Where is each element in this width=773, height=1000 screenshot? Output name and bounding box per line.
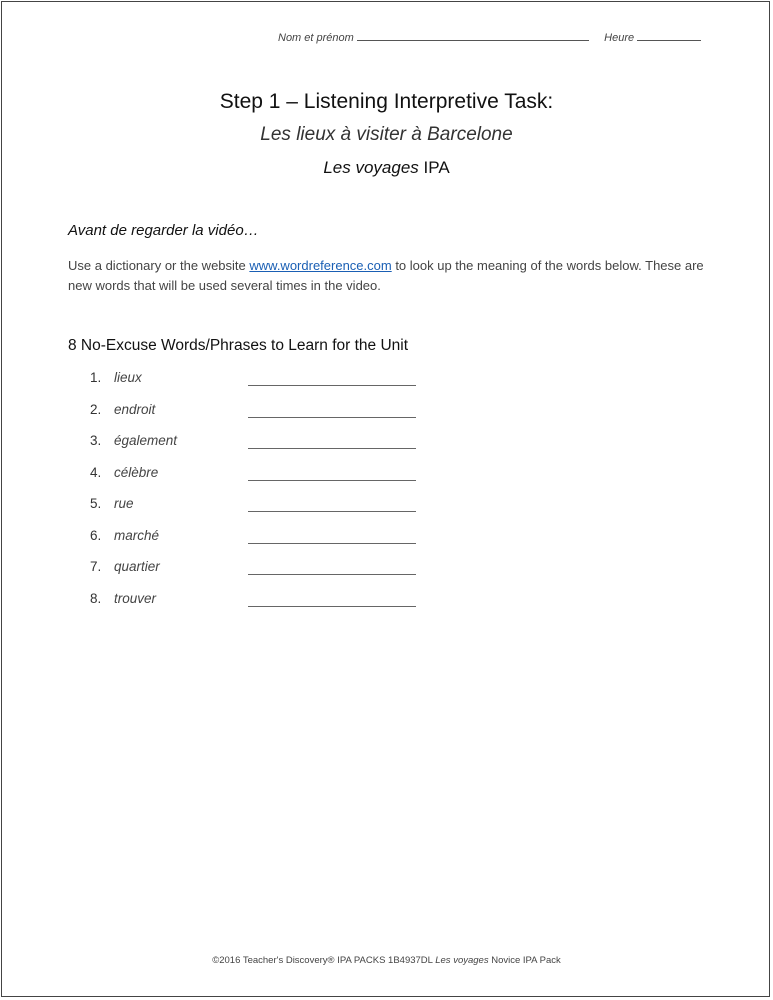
vocab-list (68, 368, 468, 620)
item-number: 3. (90, 433, 102, 448)
footer-italic: Les voyages (435, 955, 489, 966)
item-number: 7. (90, 559, 102, 574)
before-video-heading: Avant de regarder la vidéo… (68, 222, 259, 239)
item-word: également (114, 433, 178, 448)
answer-blank[interactable] (248, 385, 416, 386)
time-blank[interactable] (637, 30, 701, 41)
item-word: rue (114, 496, 134, 511)
time-label: Heure (604, 32, 635, 44)
item-word: trouver (114, 590, 157, 606)
student-info-header (278, 30, 701, 44)
answer-blank[interactable] (248, 511, 416, 512)
item-word: célèbre (114, 464, 159, 480)
ipa-title-italic: Les voyages (323, 158, 419, 177)
item-word: quartier (114, 559, 160, 574)
list-item (68, 589, 468, 621)
list-item (68, 557, 468, 589)
item-number: 5. (90, 496, 102, 511)
list-item (68, 431, 468, 463)
list-item (68, 526, 468, 558)
item-word: lieux (114, 370, 142, 385)
list-item (68, 400, 468, 432)
footer-before: ©2016 Teacher's Discovery® IPA PACKS 1B4937DL (212, 955, 436, 966)
page-subtitle: Les lieux à visiter à Barcelone (260, 124, 513, 145)
page-title: Step 1 – Listening Interpretive Task: (219, 90, 554, 113)
name-label: Nom et prénom (278, 32, 354, 44)
item-number: 2. (90, 401, 102, 417)
item-number: 6. (90, 527, 102, 543)
vocab-heading: 8 No-Excuse Words/Phrases to Learn for the Unit (68, 337, 409, 354)
answer-blank[interactable] (248, 543, 416, 544)
list-item (68, 368, 468, 400)
item-number: 8. (90, 590, 102, 606)
item-number: 4. (90, 464, 102, 480)
footer (0, 955, 773, 966)
footer-after: Novice IPA Pack (488, 955, 561, 966)
list-item (68, 494, 468, 526)
item-word: endroit (114, 401, 156, 417)
answer-blank[interactable] (248, 574, 416, 575)
answer-blank[interactable] (248, 480, 416, 481)
instructions-before-link: Use a dictionary or the website (68, 258, 250, 273)
item-word: marché (114, 527, 160, 543)
instructions-text (68, 256, 708, 296)
answer-blank[interactable] (248, 606, 416, 607)
instructions-after-link: to look up the meaning of the words below. These are new words that will be used several times in the video. (68, 258, 704, 293)
answer-blank[interactable] (248, 448, 416, 449)
item-number: 1. (90, 370, 102, 385)
wordreference-link[interactable]: www.wordreference.com (249, 258, 392, 273)
ipa-title (0, 158, 773, 178)
list-item (68, 463, 468, 495)
name-blank[interactable] (357, 30, 589, 41)
ipa-title-suffix: IPA (423, 158, 450, 177)
answer-blank[interactable] (248, 417, 416, 418)
